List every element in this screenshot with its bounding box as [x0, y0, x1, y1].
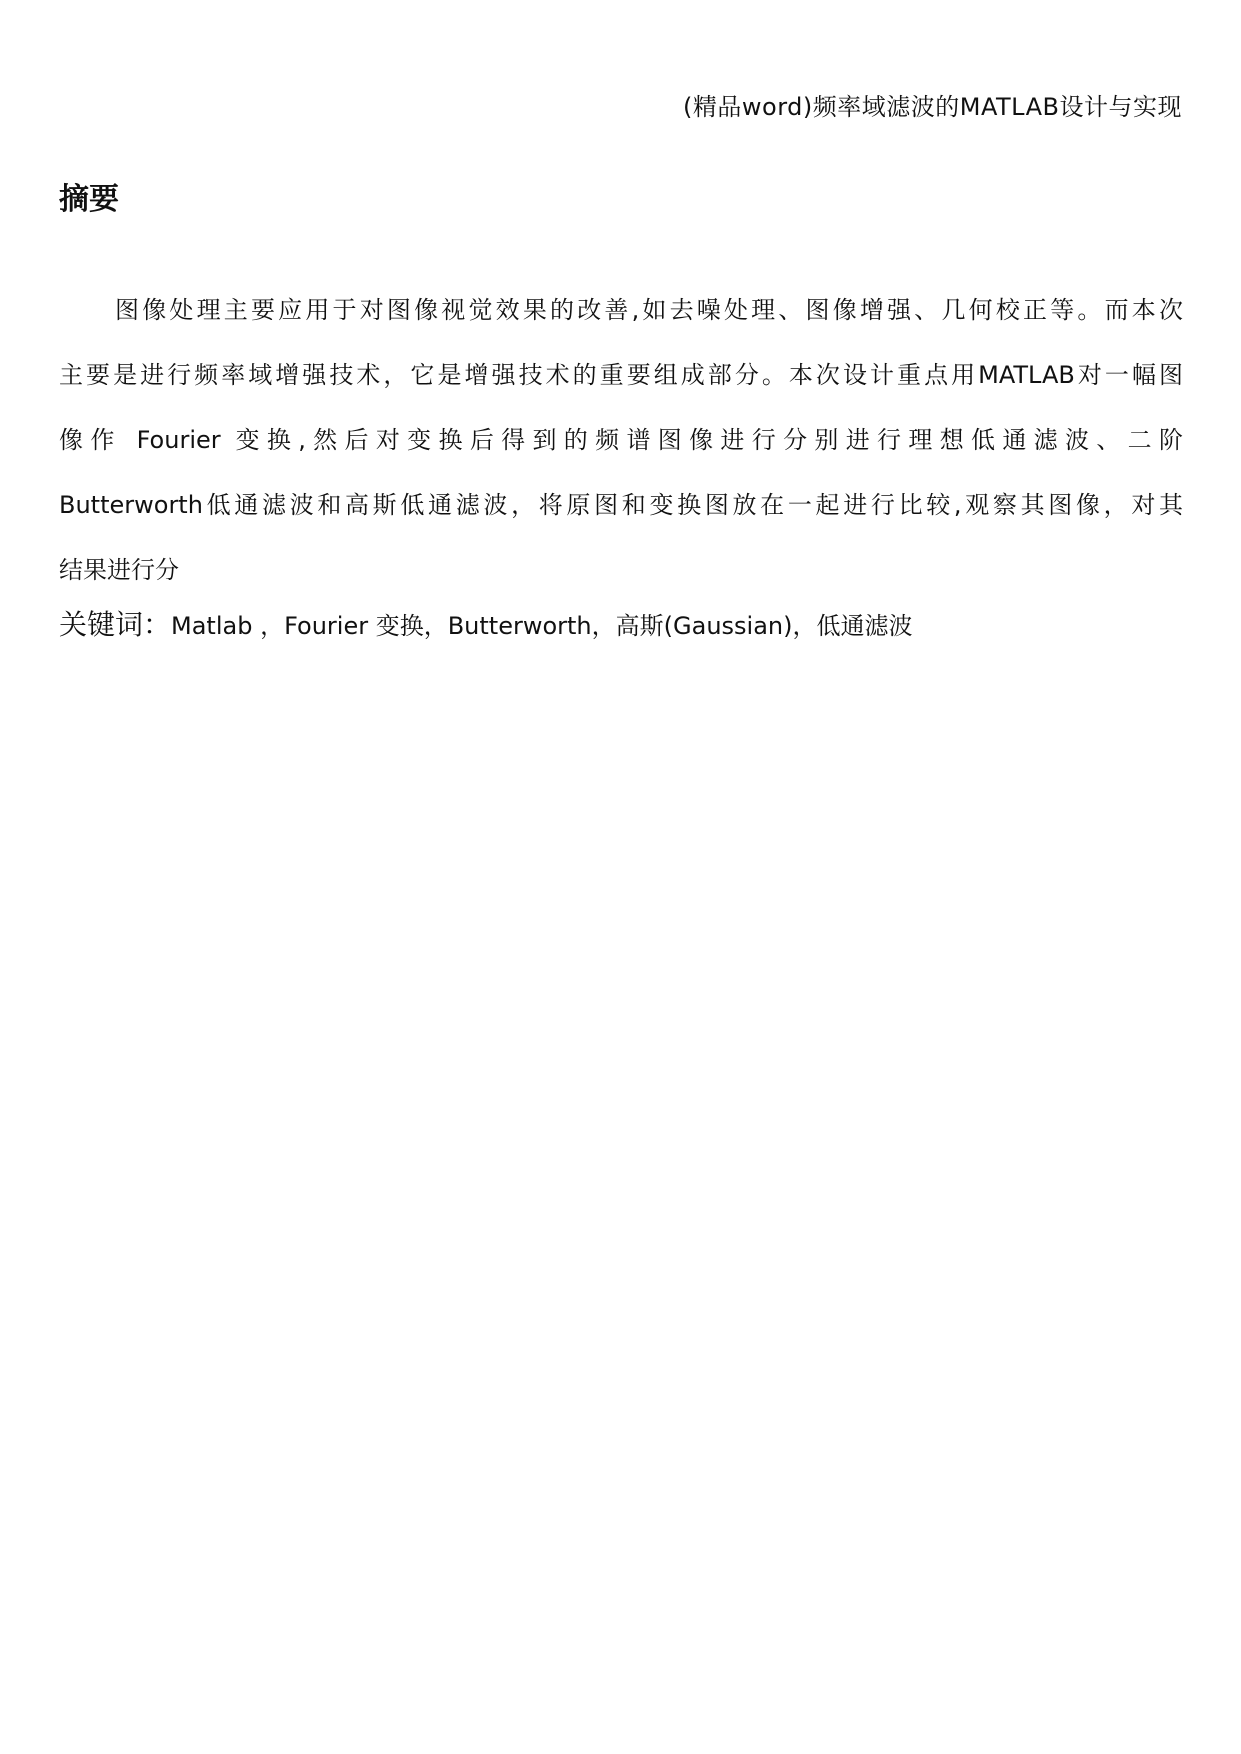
- keywords-label: 关键词：: [59, 608, 172, 641]
- abstract-line-1: 图像处理主要应用于对图像视觉效果的改善,如去噪处理、图像增强、几何校正等。而本次: [115, 296, 1183, 324]
- keywords-line: [59, 605, 912, 646]
- abstract-line-4: Butterworth低通滤波和高斯低通滤波，将原图和变换图放在一起进行比较,观察其图像，对其: [59, 491, 1183, 519]
- abstract-paragraph: [59, 278, 1183, 603]
- running-header: (精品word)频率域滤波的MATLAB设计与实现: [683, 93, 1182, 121]
- abstract-line-3: 像作 Fourier 变换,然后对变换后得到的频谱图像进行分别进行理想低通滤波、二阶: [59, 426, 1183, 454]
- abstract-line-2: 主要是进行频率域增强技术，它是增强技术的重要组成部分。本次设计重点用MATLAB对一幅图: [59, 361, 1183, 389]
- abstract-line-5: 结果进行分: [59, 556, 179, 584]
- abstract-title: 摘要: [59, 182, 119, 217]
- keywords-text: Matlab ，Fourier 变换，Butterworth，高斯(Gaussian)，低通滤波: [171, 612, 913, 640]
